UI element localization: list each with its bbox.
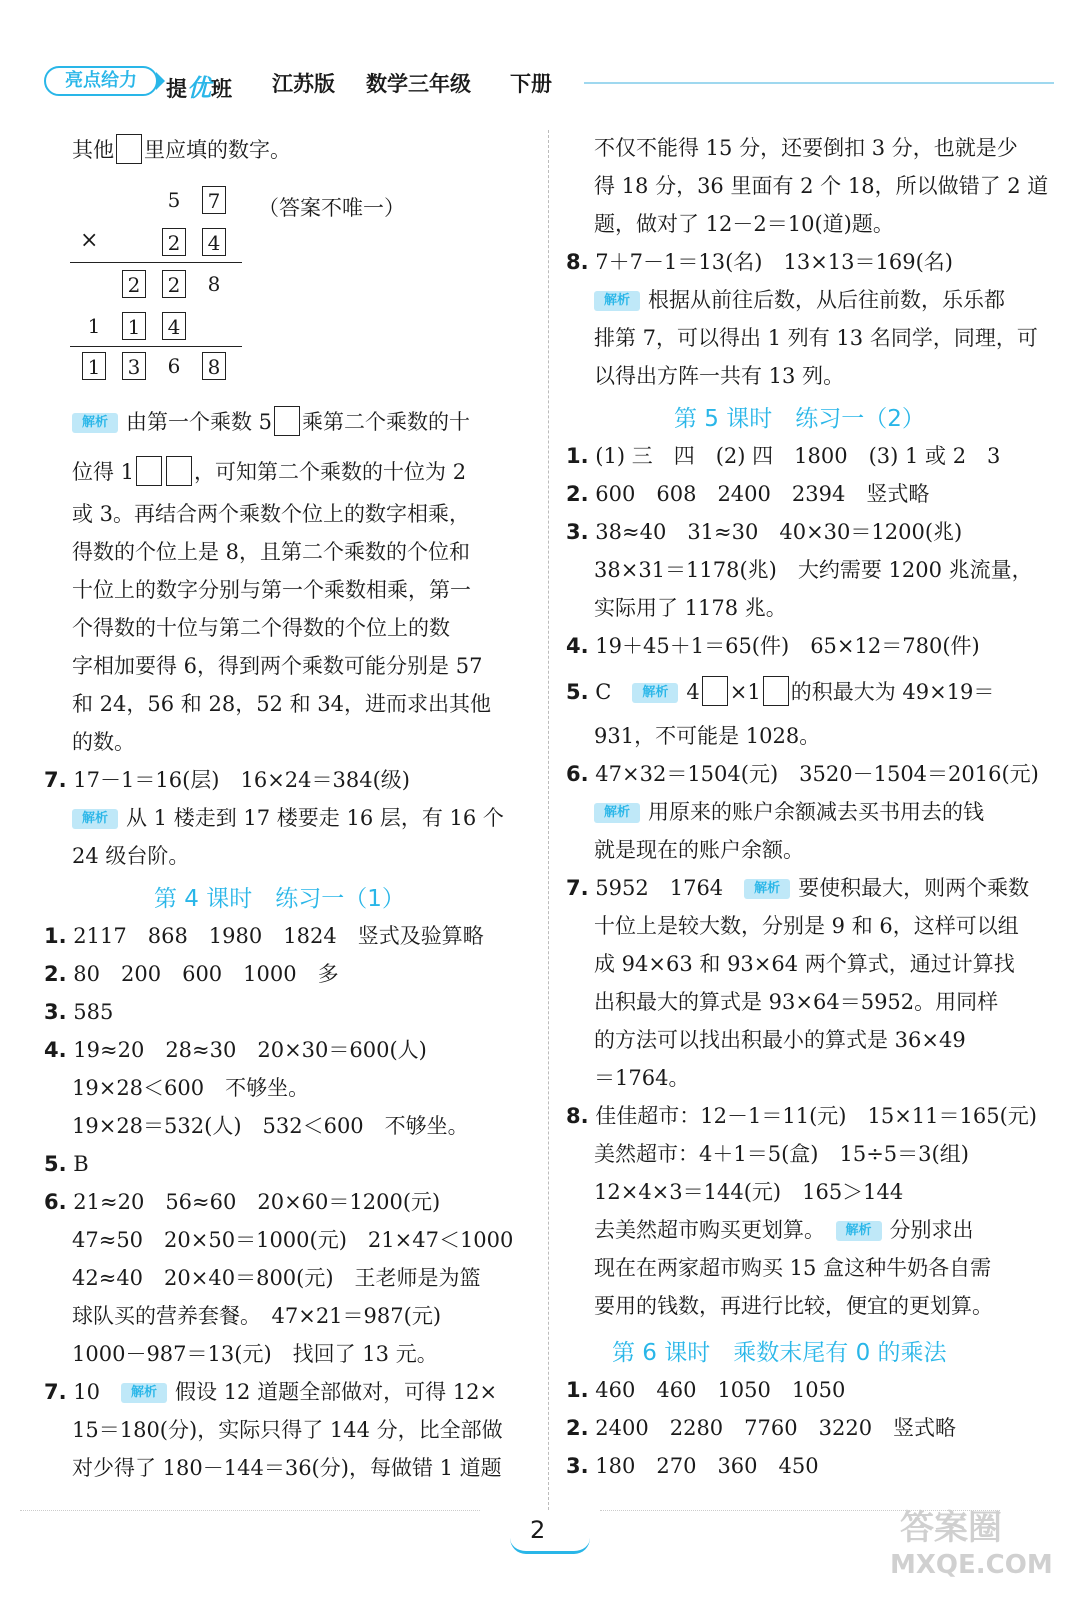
page-number-swoosh — [510, 1538, 590, 1554]
watermark-url: MXQE.COM — [890, 1550, 1053, 1580]
question-8-right: 8. 佳佳超市：12－1＝11(元) 15×11＝165(元) — [566, 1104, 1037, 1128]
question-7-right: 7. 5952 1764 解析 要使积最大，则两个乘数 — [566, 876, 1030, 900]
volume: 下册 — [510, 72, 552, 96]
section-lesson-4: 第 4 课时 练习一（1） — [154, 886, 405, 912]
subject: 数学三年级 — [366, 72, 471, 96]
column-divider — [548, 130, 549, 1510]
page-header — [44, 62, 1054, 102]
question-7: 7. 17－1＝16(层) 16×24＝384(级) — [44, 768, 410, 792]
brand-badge: 亮点给力 — [44, 66, 158, 96]
question-7b: 7. 10 解析 假设 12 道题全部做对，可得 12× — [44, 1380, 498, 1404]
blank-box — [116, 134, 142, 164]
intro-line: 其他 里应填的数字。 — [72, 134, 291, 164]
page-number: 2 — [530, 1516, 546, 1544]
question-6: 6. 47×32＝1504(元) 3520－1504＝2016(元) — [566, 762, 1039, 786]
answer-note: （答案不唯一） — [258, 196, 405, 220]
section-lesson-5: 第 5 课时 练习一（2） — [674, 406, 925, 432]
series-name: 提优班 — [166, 74, 232, 102]
times-icon: × — [80, 228, 99, 253]
analysis-tag: 解析 — [72, 413, 118, 433]
watermark-logo: 答案圈 — [900, 1508, 1002, 1548]
edition: 江苏版 — [272, 72, 335, 96]
vertical-multiplication: 5 7 × 2 4 2 2 8 1 1 4 1 3 6 8 — [70, 180, 242, 388]
question-5: 5. C 解析 4 ×1 的积最大为 49×19＝ — [566, 676, 994, 706]
brand-arrow-icon — [156, 72, 165, 90]
section-lesson-6: 第 6 课时 乘数末尾有 0 的乘法 — [612, 1340, 947, 1366]
analysis-7: 解析 从 1 楼走到 17 楼要走 16 层，有 16 个 — [72, 804, 504, 832]
header-rule — [584, 82, 1054, 84]
analysis-6: 解析 由第一个乘数 5 乘第二个乘数的十 — [72, 406, 470, 436]
analysis-6-line: 位得 1 ，可知第二个乘数的十位为 2 — [72, 456, 466, 486]
question-8: 8. 7＋7－1＝13(名) 13×13＝169(名) — [566, 250, 953, 274]
